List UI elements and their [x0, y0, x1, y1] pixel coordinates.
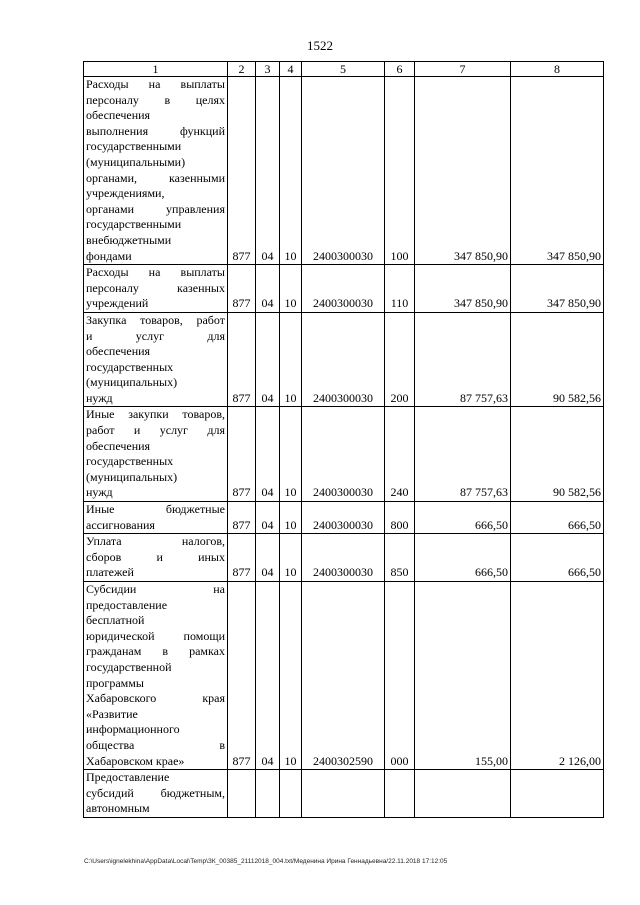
target-article-cell: 2400300030	[302, 265, 385, 313]
table-row	[84, 312, 604, 407]
expense-name-line: Закупка товаров, работ	[86, 312, 225, 327]
expense-name-cell	[84, 502, 228, 534]
subsection-code-cell: 10	[280, 534, 302, 582]
ministry-code-cell: 877	[228, 77, 256, 265]
ministry-code-cell: 877	[228, 407, 256, 502]
expense-type-cell: 200	[385, 312, 415, 407]
expense-name-line: нужд	[86, 485, 113, 500]
amount-year2-cell: 347 850,90	[511, 265, 604, 313]
expense-name-line: Расходы на выплаты	[86, 77, 225, 91]
expense-name-line: государственными	[86, 139, 182, 154]
subsection-code-cell: 10	[280, 77, 302, 265]
expense-name-line: учреждениями,	[86, 186, 165, 201]
expense-name-line: сборов и иных	[86, 549, 225, 564]
expense-name-cell	[84, 770, 228, 818]
table-row	[84, 407, 604, 502]
expense-name-line: обеспечения	[86, 108, 151, 123]
expense-name-line: фондами	[86, 248, 132, 263]
expense-name-line: ассигнования	[86, 517, 155, 532]
expense-name-line: платежей	[86, 565, 134, 580]
expense-name-line: Субсидии на	[86, 582, 225, 596]
amount-year1-cell: 87 757,63	[415, 312, 511, 407]
amount-year1-cell	[415, 770, 511, 818]
table-row	[84, 582, 604, 770]
section-code-cell: 04	[256, 265, 280, 313]
section-code-cell: 04	[256, 407, 280, 502]
amount-year2-cell: 90 582,56	[511, 407, 604, 502]
section-code-cell	[256, 770, 280, 818]
amount-year2-cell: 90 582,56	[511, 312, 604, 407]
amount-year2-cell: 666,50	[511, 502, 604, 534]
expense-name-cell	[84, 534, 228, 582]
expense-name-line: нужд	[86, 390, 113, 405]
budget-table	[83, 61, 604, 818]
expense-name-line: внебюджетными	[86, 232, 172, 247]
expense-name-cell	[84, 312, 228, 407]
expense-type-cell: 000	[385, 582, 415, 770]
expense-name-line: персоналу казенных	[86, 280, 225, 295]
expense-name-line: Предоставление	[86, 770, 170, 785]
expense-name-line: Иные бюджетные	[86, 502, 225, 517]
amount-year1-cell: 666,50	[415, 502, 511, 534]
table-row	[84, 770, 604, 818]
expense-name-line: государственных	[86, 359, 174, 374]
expense-name-line: учреждений	[86, 296, 149, 311]
expense-name-line: Хабаровского края	[86, 691, 225, 706]
target-article-cell: 2400302590	[302, 582, 385, 770]
table-row	[84, 502, 604, 534]
section-code-cell: 04	[256, 312, 280, 407]
column-header: 6	[385, 62, 415, 77]
column-header: 3	[256, 62, 280, 77]
expense-name-line: органами управления	[86, 201, 225, 216]
expense-name-line: (муниципальными)	[86, 154, 186, 169]
expense-type-cell: 240	[385, 407, 415, 502]
expense-name-line: органами, казенными	[86, 170, 225, 185]
expense-name-line: (муниципальных)	[86, 469, 178, 484]
target-article-cell: 2400300030	[302, 312, 385, 407]
expense-name-line: предоставление	[86, 597, 168, 612]
column-header: 5	[302, 62, 385, 77]
expense-name-line: юридической помощи	[86, 628, 225, 643]
expense-name-line: автономным	[86, 801, 150, 816]
subsection-code-cell: 10	[280, 502, 302, 534]
expense-name-line: государственными	[86, 217, 182, 232]
amount-year1-cell: 87 757,63	[415, 407, 511, 502]
expense-type-cell: 100	[385, 77, 415, 265]
target-article-cell: 2400300030	[302, 502, 385, 534]
expense-name-line: обеспечения	[86, 438, 151, 453]
expense-name-line: субсидий бюджетным,	[86, 785, 225, 800]
ministry-code-cell: 877	[228, 312, 256, 407]
column-header: 4	[280, 62, 302, 77]
expense-name-line: Иные закупки товаров,	[86, 407, 225, 422]
target-article-cell: 2400300030	[302, 407, 385, 502]
expense-name-line: Хабаровском крае»	[86, 753, 185, 768]
column-header: 7	[415, 62, 511, 77]
expense-name-line: Уплата налогов,	[86, 534, 225, 549]
target-article-cell: 2400300030	[302, 534, 385, 582]
expense-name-line: выполнения функций	[86, 123, 225, 138]
column-header: 8	[511, 62, 604, 77]
expense-type-cell	[385, 770, 415, 818]
table-row	[84, 77, 604, 265]
subsection-code-cell	[280, 770, 302, 818]
section-code-cell: 04	[256, 534, 280, 582]
target-article-cell: 2400300030	[302, 77, 385, 265]
amount-year2-cell	[511, 770, 604, 818]
expense-name-line: бесплатной	[86, 613, 145, 628]
column-header: 2	[228, 62, 256, 77]
ministry-code-cell: 877	[228, 582, 256, 770]
ministry-code-cell: 877	[228, 534, 256, 582]
ministry-code-cell: 877	[228, 502, 256, 534]
section-code-cell: 04	[256, 502, 280, 534]
expense-name-cell	[84, 582, 228, 770]
amount-year2-cell: 347 850,90	[511, 77, 604, 265]
expense-name-line: «Развитие	[86, 706, 138, 721]
table-row	[84, 265, 604, 313]
expense-name-line: программы	[86, 675, 144, 690]
amount-year1-cell: 666,50	[415, 534, 511, 582]
page-number: 1522	[307, 38, 333, 53]
expense-name-line: государственной	[86, 659, 172, 674]
table-body	[84, 77, 604, 818]
expense-name-line: государственных	[86, 454, 174, 469]
target-article-cell	[302, 770, 385, 818]
amount-year1-cell: 347 850,90	[415, 77, 511, 265]
expense-name-line: работ и услуг для	[86, 423, 225, 438]
expense-name-line: и услуг для	[86, 328, 225, 343]
table-row	[84, 534, 604, 582]
expense-name-line: (муниципальных)	[86, 375, 178, 390]
expense-name-cell	[84, 407, 228, 502]
expense-name-cell	[84, 265, 228, 313]
expense-type-cell: 800	[385, 502, 415, 534]
column-header: 1	[84, 62, 228, 77]
expense-name-cell	[84, 77, 228, 265]
subsection-code-cell: 10	[280, 265, 302, 313]
expense-name-line: общества в	[86, 737, 225, 752]
expense-name-line: информационного	[86, 722, 180, 737]
amount-year2-cell: 2 126,00	[511, 582, 604, 770]
subsection-code-cell: 10	[280, 312, 302, 407]
amount-year1-cell: 347 850,90	[415, 265, 511, 313]
section-code-cell: 04	[256, 77, 280, 265]
expense-name-line: гражданам в рамках	[86, 644, 225, 659]
expense-type-cell: 850	[385, 534, 415, 582]
amount-year1-cell: 155,00	[415, 582, 511, 770]
table-header-row	[84, 62, 604, 77]
expense-name-line: персоналу в целях	[86, 92, 225, 107]
section-code-cell: 04	[256, 582, 280, 770]
amount-year2-cell: 666,50	[511, 534, 604, 582]
subsection-code-cell: 10	[280, 407, 302, 502]
expense-type-cell: 110	[385, 265, 415, 313]
subsection-code-cell: 10	[280, 582, 302, 770]
ministry-code-cell	[228, 770, 256, 818]
expense-name-line: Расходы на выплаты	[86, 265, 225, 280]
file-path-footer: C:\Users\ignelekhina\AppData\Local\Temp\ЗК_00385_21112018_004.txt/Меденина Ирина Геннадьевна/22.11.2018 17:12:05	[84, 858, 448, 865]
ministry-code-cell: 877	[228, 265, 256, 313]
expense-name-line: обеспечения	[86, 344, 151, 359]
